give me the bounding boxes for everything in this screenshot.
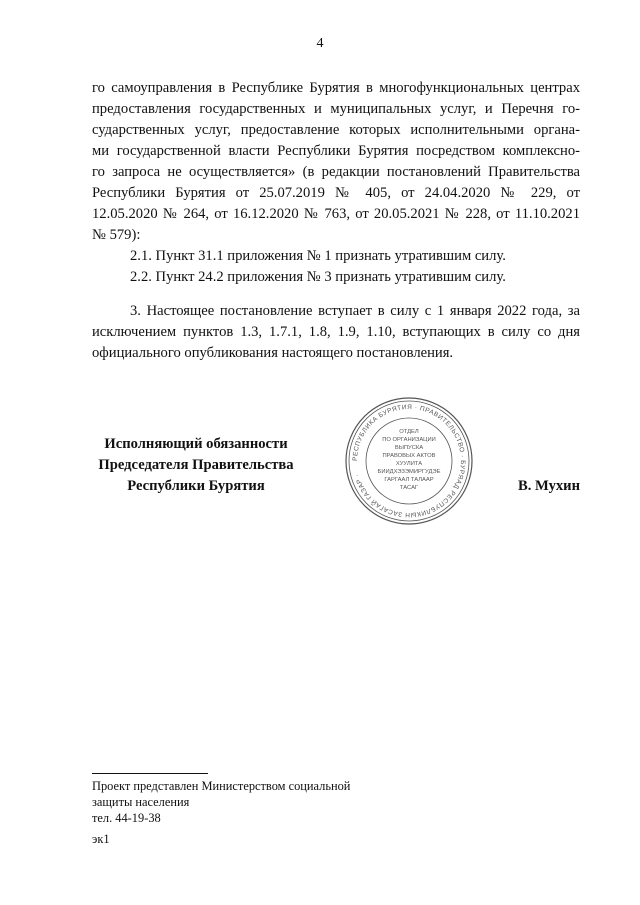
body-line: предоставления государственных и муниципальных услуг, и Перечня го- [92,101,580,117]
body-line: Республики Бурятия от 25.07.2019 № 405, от 24.04.2020 № 229, от [92,185,580,201]
document-code: эк1 [92,832,110,846]
body-line: 12.05.2020 № 264, от 16.12.2020 № 763, от 20.05.2021 № 228, от 11.10.2021 [92,206,580,222]
footnote-line: защиты населения [92,795,190,809]
signature-title [92,434,300,497]
official-seal [344,396,474,526]
seal-inner-text: ГАРГААЛ ТАЛААР [384,477,434,483]
item-2-1: 2.1. Пункт 31.1 приложения № 1 признать утратившим силу. [130,248,506,264]
footnote-line: тел. 44-19-38 [92,811,161,825]
item-3-line: официального опубликования настоящего постановления. [92,345,454,361]
document-body [92,78,580,364]
body-line: № 579): [92,227,141,243]
signature-title-line: Исполняющий обязанности [104,436,288,452]
item-3-line: 3. Настоящее постановление вступает в силу с 1 января 2022 года, за [130,303,580,319]
body-line: сударственных услуг, предоставление которых исполнительными органа- [92,122,580,138]
seal-inner-text: БИИДХЭЗЭМИРГУДЭЕ [377,469,441,475]
footnote-line: Проект представлен Министерством социальной [92,779,351,793]
item-2-2: 2.2. Пункт 24.2 приложения № 3 признать утратившим силу. [130,269,506,285]
body-line: го самоуправления в Республике Бурятия в многофункциональных центрах [92,80,580,96]
footnote-divider [92,773,208,774]
signatory-name: В. Мухин [517,478,580,494]
seal-inner-text: ПРАВОВЫХ АКТОВ [382,453,436,459]
seal-inner-text: ПО ОРГАНИЗАЦИИ [382,437,436,443]
seal-inner-text: ТАСАГ [399,485,419,491]
body-line: ми государственной власти Республики Бурятия посредством комплексно- [92,143,580,159]
signature-title-line: Председателя Правительства [98,457,294,473]
page-number: 4 [316,36,324,51]
body-line: го запроса не осуществляется» (в редакции постановлений Правительства [92,164,580,180]
item-3-line: исключением пунктов 1.3, 1.7.1, 1.8, 1.9, 1.10, вступающих в силу со дня [92,324,580,340]
seal-inner-text: ВЫПУСКА [394,445,424,451]
seal-outer-text: РЕСПУБЛИКА БУРЯТИЯ · ПРАВИТЕЛЬСТВО · БУРЯАД РЕСПУБЛИКЫН ЗАСАГАЙ ГАЗАР · [351,403,467,519]
footnote [92,778,350,826]
signature-title-line: Республики Бурятия [127,478,265,494]
seal-inner-text: ХУУЛИТА [395,461,423,467]
seal-inner-text: ОТДЕЛ [399,429,419,435]
